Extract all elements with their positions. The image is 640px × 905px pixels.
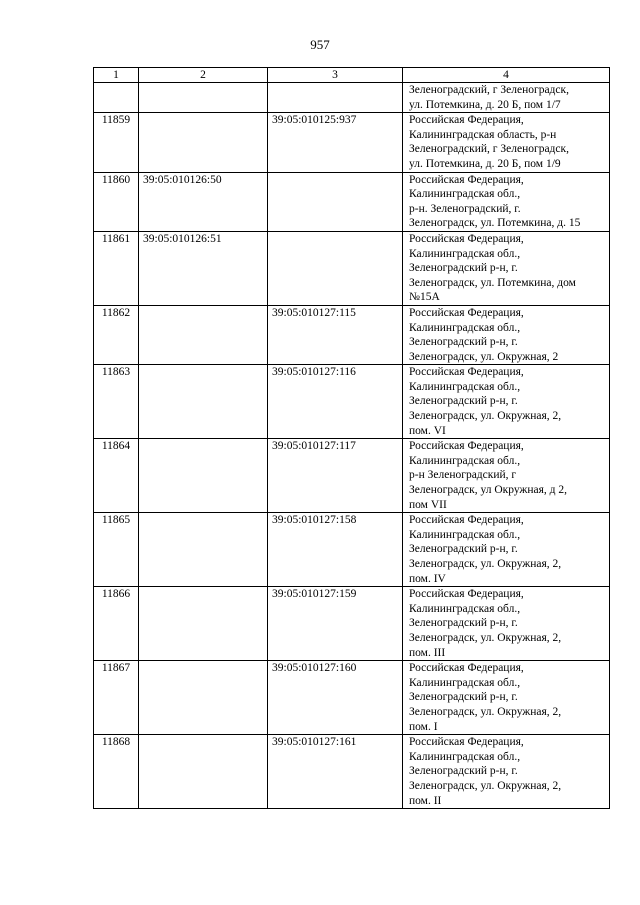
cadastral-number-col3-cell: 39:05:010127:160 — [268, 661, 403, 735]
row-number-cell: 11860 — [94, 172, 139, 231]
address-line: Зеленоградский р-н, г. — [409, 765, 518, 778]
address-line: Зеленоградский, г Зеленоградск, — [409, 143, 569, 156]
cadastral-number-col3-cell: 39:05:010127:158 — [268, 513, 403, 587]
address-line: Калининградская обл., — [409, 454, 521, 467]
address-cell — [403, 513, 610, 587]
address-line: Калининградская обл., — [409, 380, 521, 393]
cadastral-number-col3-cell — [268, 231, 403, 305]
table-row — [94, 365, 610, 439]
address-line: Калининградская обл., — [409, 247, 521, 260]
address-line: ул. Потемкина, д. 20 Б, пом 1/9 — [409, 157, 561, 170]
registry-table — [93, 67, 610, 809]
address-cell — [403, 83, 610, 113]
address-line: Калининградская обл., — [409, 321, 521, 334]
address-line: Зеленоградск, ул. Окружная, 2, — [409, 705, 562, 718]
row-number-cell: 11867 — [94, 661, 139, 735]
address-line: пом. I — [409, 720, 438, 733]
address-line: Зеленоградский р-н, г. — [409, 543, 518, 556]
table-row — [94, 439, 610, 513]
address-line: Зеленоградск, ул. Окружная, 2, — [409, 631, 562, 644]
address-line: Зеленоградский р-н, г. — [409, 336, 518, 349]
address-line: Российская Федерация, — [409, 173, 524, 186]
table-row — [94, 172, 610, 231]
header-col-3: 3 — [268, 68, 403, 83]
header-col-4: 4 — [403, 68, 610, 83]
address-line: Калининградская обл., — [409, 528, 521, 541]
address-line: р-н Зеленоградский, г — [409, 469, 517, 482]
address-line: №15А — [409, 291, 440, 304]
cadastral-number-col3-cell: 39:05:010127:159 — [268, 587, 403, 661]
cadastral-number-col2-cell — [139, 587, 268, 661]
row-number-cell: 11866 — [94, 587, 139, 661]
cadastral-number-col2-cell — [139, 439, 268, 513]
address-line: Зеленоградск, ул. Окружная, 2, — [409, 779, 562, 792]
table-header — [94, 68, 610, 83]
address-line: Российская Федерация, — [409, 514, 524, 527]
table-row — [94, 661, 610, 735]
address-line: Российская Федерация, — [409, 232, 524, 245]
row-number-cell: 11863 — [94, 365, 139, 439]
row-number-cell — [94, 83, 139, 113]
cadastral-number-col2-cell — [139, 735, 268, 809]
row-number-cell: 11859 — [94, 113, 139, 172]
row-number-cell: 11864 — [94, 439, 139, 513]
table-row — [94, 113, 610, 172]
address-line: Калининградская область, р-н — [409, 128, 557, 141]
address-line: пом VII — [409, 498, 447, 511]
header-col-1: 1 — [94, 68, 139, 83]
address-line: Зеленоградск, ул. Потемкина, д. 15 — [409, 217, 581, 230]
table-row — [94, 735, 610, 809]
address-line: Калининградская обл., — [409, 676, 521, 689]
row-number-cell: 11865 — [94, 513, 139, 587]
address-line: Зеленоградский р-н, г. — [409, 262, 518, 275]
cadastral-number-col3-cell: 39:05:010125:937 — [268, 113, 403, 172]
address-line: Зеленоградский р-н, г. — [409, 617, 518, 630]
address-line: Российская Федерация, — [409, 736, 524, 749]
cadastral-number-col2-cell: 39:05:010126:50 — [139, 172, 268, 231]
row-number-cell: 11862 — [94, 305, 139, 364]
address-line: Зеленоградск, ул. Потемкина, дом — [409, 276, 576, 289]
cadastral-number-col3-cell: 39:05:010127:115 — [268, 305, 403, 364]
header-col-2: 2 — [139, 68, 268, 83]
address-line: Российская Федерация, — [409, 306, 524, 319]
address-cell — [403, 735, 610, 809]
address-line: пом. II — [409, 794, 442, 807]
address-line: Зеленоградск, ул Окружная, д 2, — [409, 484, 568, 497]
cadastral-number-col2-cell — [139, 113, 268, 172]
address-line: пом. IV — [409, 572, 446, 585]
address-line: Калининградская обл., — [409, 602, 521, 615]
address-line: Зеленоградский, г Зеленоградск, — [409, 84, 569, 96]
address-line: Зеленоградский р-н, г. — [409, 691, 518, 704]
row-number-cell: 11861 — [94, 231, 139, 305]
table-row — [94, 587, 610, 661]
address-line: р-н. Зеленоградский, г. — [409, 202, 521, 215]
cadastral-number-col2-cell — [139, 513, 268, 587]
address-line: пом. VI — [409, 424, 446, 437]
page-number: 957 — [310, 37, 330, 52]
address-line: Российская Федерация, — [409, 588, 524, 601]
address-cell — [403, 113, 610, 172]
address-line: Калининградская обл., — [409, 750, 521, 763]
address-line: Калининградская обл., — [409, 188, 521, 201]
address-cell — [403, 305, 610, 364]
address-cell — [403, 439, 610, 513]
header-row — [94, 68, 610, 83]
table-row — [94, 83, 610, 113]
address-line: Зеленоградск, ул. Окружная, 2, — [409, 410, 562, 423]
address-cell — [403, 587, 610, 661]
address-line: ул. Потемкина, д. 20 Б, пом 1/7 — [409, 98, 561, 111]
address-line: Зеленоградский р-н, г. — [409, 395, 518, 408]
cadastral-number-col2-cell — [139, 365, 268, 439]
cadastral-number-col3-cell: 39:05:010127:161 — [268, 735, 403, 809]
address-line: Российская Федерация, — [409, 366, 524, 379]
cadastral-number-col2-cell — [139, 83, 268, 113]
address-cell — [403, 365, 610, 439]
cadastral-number-col3-cell — [268, 83, 403, 113]
cadastral-number-col3-cell — [268, 172, 403, 231]
row-number-cell: 11868 — [94, 735, 139, 809]
address-line: Российская Федерация, — [409, 114, 524, 127]
address-line: пом. III — [409, 646, 446, 659]
cadastral-number-col2-cell — [139, 661, 268, 735]
cadastral-number-col2-cell: 39:05:010126:51 — [139, 231, 268, 305]
table-row — [94, 231, 610, 305]
address-line: Российская Федерация, — [409, 440, 524, 453]
address-cell — [403, 231, 610, 305]
address-cell — [403, 661, 610, 735]
cadastral-number-col3-cell: 39:05:010127:116 — [268, 365, 403, 439]
table-row — [94, 305, 610, 364]
address-line: Российская Федерация, — [409, 662, 524, 675]
table-row — [94, 513, 610, 587]
address-cell — [403, 172, 610, 231]
cadastral-number-col3-cell: 39:05:010127:117 — [268, 439, 403, 513]
table-body — [94, 83, 610, 809]
address-line: Зеленоградск, ул. Окружная, 2, — [409, 558, 562, 570]
cadastral-number-col2-cell — [139, 305, 268, 364]
address-line: Зеленоградск, ул. Окружная, 2 — [409, 350, 559, 363]
